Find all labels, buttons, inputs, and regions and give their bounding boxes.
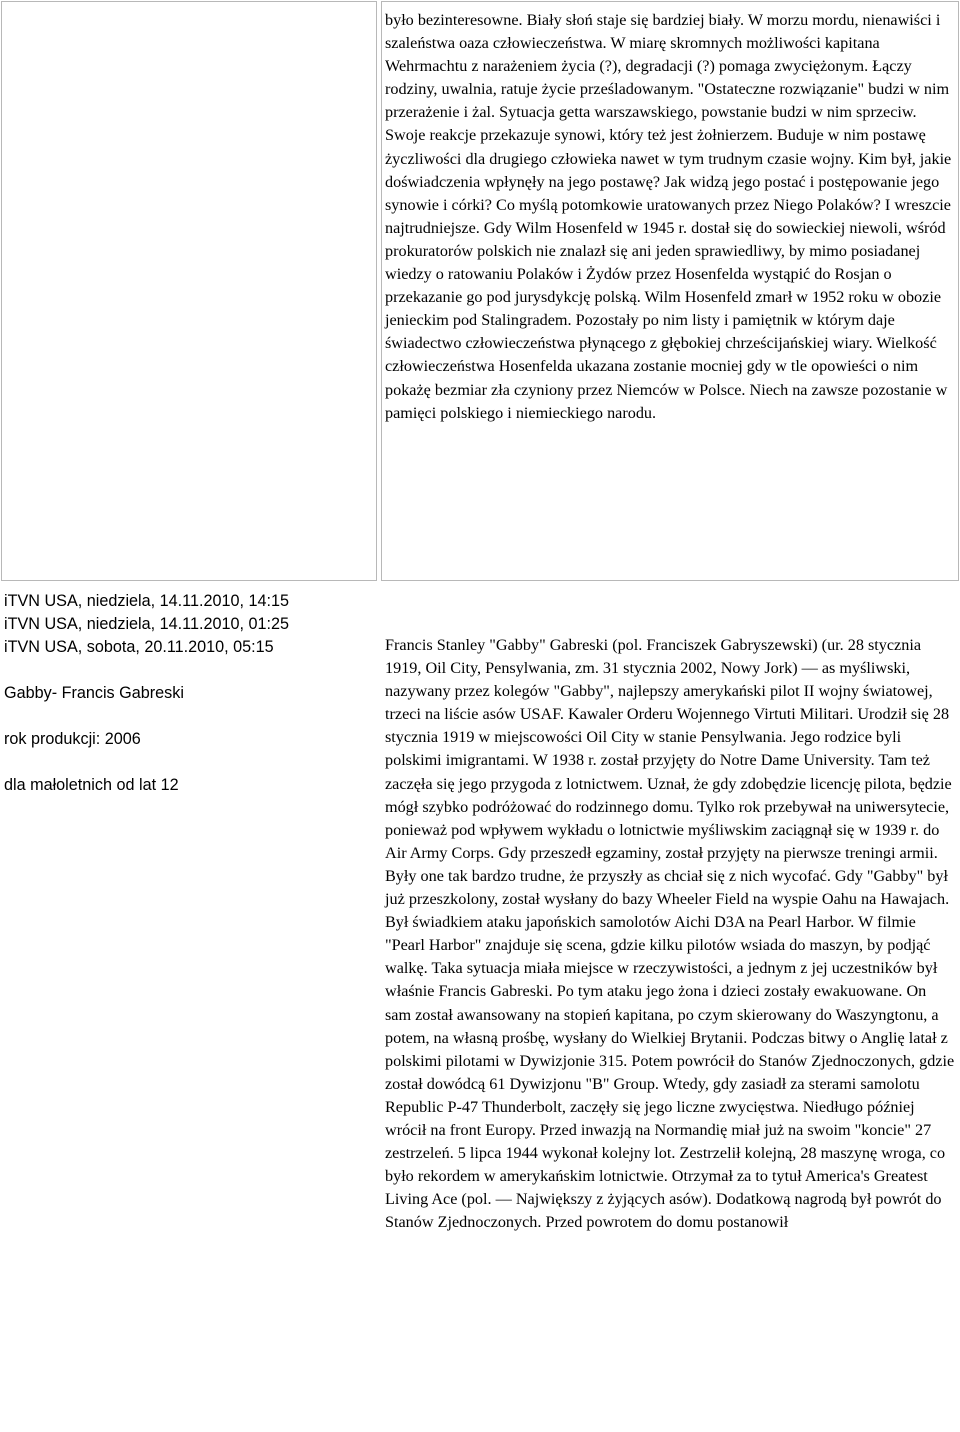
broadcast-line: iTVN USA, niedziela, 14.11.2010, 14:15 — [4, 592, 289, 610]
article-text-top — [385, 9, 956, 425]
program-title: Gabby- Francis Gabreski — [4, 684, 184, 702]
image-cell-empty — [1, 1, 377, 581]
broadcast-line: iTVN USA, sobota, 20.11.2010, 05:15 — [4, 638, 274, 656]
article-paragraph: było bezinteresowne. Biały słoń staje się bardziej biały. W morzu mordu, nienawiści i szaleństwa oaza człowieczeństwa. W miarę skromnych możliwości kapitana Wehrmachtu z narażeniem życia (?), degradacji (?) pomaga zwyciężonym. Łączy rodziny, uwalnia, ratuje życie prześladowanym. "Ostateczne rozwiązanie" budzi w nim przerażenie i żal. Sytuacja getta warszawskiego, powstanie budzi w nim sprzeciw. Swoje reakcje przekazuje synowi, który też jest żołnierzem. Buduje w nim postawę życzliwości dla drugiego człowieka nawet w tym trudnym czasie wojny. Kim był, jakie doświadczenia wpłynęły na jego postawę? Jak widzą jego postać i postępowanie jego synowie i córki? Co myślą potomkowie uratowanych przez Niego Polaków? I wreszcie najtrudniejsze. Gdy Wilm Hosenfeld w 1945 r. dostał się do sowieckiej niewoli, wśród prokuratorów polskich nie znalazł się ani jeden sprawiedliwy, by mimo posiadanej wiedzy o ratowaniu Polaków i Żydów przez Hosenfelda wystąpić do Rosjan o przekazanie go pod jurysdykcję polską. Wilm Hosenfeld zmarł w 1952 roku w obozie jenieckim pod Stalingradem. Pozostały po nim listy i pamiętnik w którym daje świadectwo człowieczeństwa płynącego z głębokiej chrześcijańskiej wiary. Wielkość człowieczeństwa Hosenfelda ukazana zostanie mocniej gdy w tle opowieści o nim pokażę bezmiar zła czyniony przez Niemców w Polsce. Niech na zawsze pozostanie w pamięci polskiego i niemieckiego narodu. — [385, 11, 952, 422]
program-info — [4, 590, 374, 797]
article-paragraph: Francis Stanley "Gabby" Gabreski (pol. Franciszek Gabryszewski) (ur. 28 stycznia 1919, Oil City, Pensylwania, zm. 31 stycznia 2002, Nowy Jork) — as myśliwski, nazywany przez kolegów "Gabby", najlepszy amerykański pilot II wojny światowej, trzeci na liście asów USAF. Kawaler Orderu Wojennego Virtuti Militari. Urodził się 28 stycznia 1919 w miejscowości Oil City w stanie Pensylwania. Jego rodzice byli polskimi imigrantami. W 1938 r. został przyjęty do Notre Dame University. Tam też zaczęła się jego przygoda z lotnictwem. Uznał, że gdy zdobędzie licencję pilota, będzie mógł szybko podróżować do rodzinnego domu. Tylko rok przebywał na uniwersytecie, ponieważ pod wpływem wykładu o lotnictwie myśliwskim zaciągnął się w 1939 r. do Air Army Corps. Gdy przeszedł egzaminy, został przyjęty na pierwsze treningi armii. Były one tak bardzo trudne, że przyszły as chciał się z nich wycofać. Gdy "Gabby" był już przeszkolony, został wysłany do bazy Wheeler Field na wyspie Oahu na Hawajach. Był świadkiem ataku japońskich samolotów Aichi D3A na Pearl Harbor. W filmie "Pearl Harbor" znajduje się scena, gdzie kilku pilotów wsiada do maszyn, by podjąć walkę. Taka sytuacja miała miejsce w rzeczywistości, a jednym z jej uczestników był właśnie Francis Gabreski. Po tym ataku jego żona i dzieci zostały ewakuowane. On sam został awansowany na stopień kapitana, po czym skierowany do Waszyngtonu, a potem, na własną prośbę, wysłany do Wielkiej Brytanii. Podczas bitwy o Anglię latał z polskimi pilotami w Dywizjonie 315. Potem powrócił do Stanów Zjednoczonych, gdzie został dowódcą 61 Dywizjonu "B" Group. Wtedy, gdy zasiadł za sterami samolotu Republic P-47 Thunderbolt, zaczęły się jego liczne zwycięstwa. Niedługo później wrócił na front Europy. Przed inwazją na Normandię miał już na swoim "koncie" 27 zestrzeleń. 5 lipca 1944 wykonał kolejny lot. Zestrzelił kolejną, 28 maszynę wroga, co było rekordem w amerykańskim lotnictwie. Otrzymał za to tytuł America's Greatest Living Ace (pol. — Największy z żyjących asów). Dodatkową nagrodą był powrót do Stanów Zjednoczonych. Przed powrotem do domu postanowił — [385, 636, 955, 1232]
production-year: rok produkcji: 2006 — [4, 730, 141, 748]
article-text-bottom — [385, 634, 956, 1234]
broadcast-line: iTVN USA, niedziela, 14.11.2010, 01:25 — [4, 615, 289, 633]
age-rating: dla małoletnich od lat 12 — [4, 776, 179, 794]
